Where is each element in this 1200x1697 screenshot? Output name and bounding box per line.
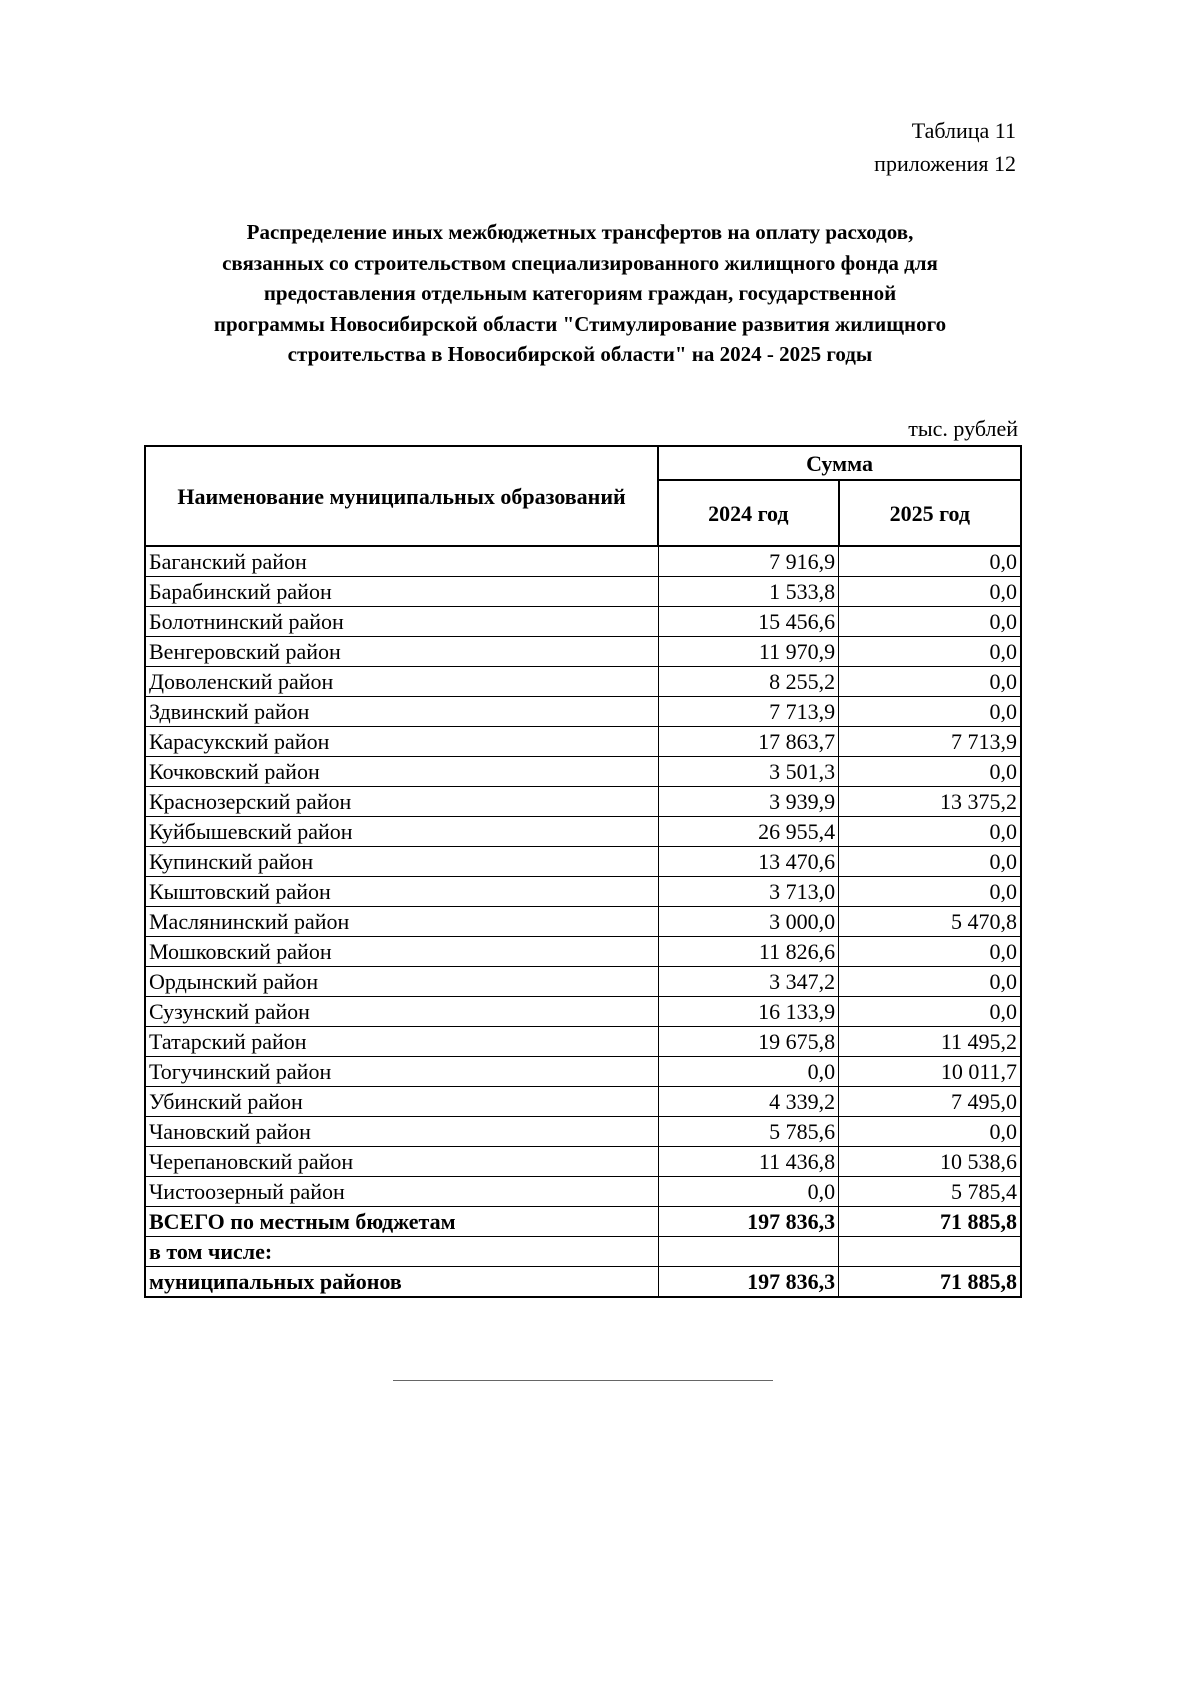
summary-row bbox=[145, 1237, 1021, 1267]
municipality-name: Доволенский район bbox=[145, 667, 658, 697]
municipality-name: Баганский район bbox=[145, 546, 658, 577]
municipality-name: в том числе: bbox=[145, 1237, 658, 1267]
table-row bbox=[145, 847, 1021, 877]
municipality-name: Кочковский район bbox=[145, 757, 658, 787]
table-row bbox=[145, 817, 1021, 847]
municipality-name: Венгеровский район bbox=[145, 637, 658, 667]
municipality-name: Татарский район bbox=[145, 1027, 658, 1057]
table-row bbox=[145, 667, 1021, 697]
amount-2024: 19 675,8 bbox=[658, 1027, 839, 1057]
amount-2025: 0,0 bbox=[839, 757, 1021, 787]
table-row bbox=[145, 1087, 1021, 1117]
amount-2025: 0,0 bbox=[839, 1117, 1021, 1147]
amount-2024: 8 255,2 bbox=[658, 667, 839, 697]
amount-2024: 7 916,9 bbox=[658, 546, 839, 577]
table-row bbox=[145, 1057, 1021, 1087]
table-row bbox=[145, 937, 1021, 967]
table-row bbox=[145, 727, 1021, 757]
amount-2025: 0,0 bbox=[839, 817, 1021, 847]
amount-2025: 0,0 bbox=[839, 637, 1021, 667]
amount-2024: 7 713,9 bbox=[658, 697, 839, 727]
municipality-name: Кыштовский район bbox=[145, 877, 658, 907]
municipality-name: Ордынский район bbox=[145, 967, 658, 997]
amount-2024: 11 970,9 bbox=[658, 637, 839, 667]
municipality-name: Убинский район bbox=[145, 1087, 658, 1117]
table-number: Таблица 11 bbox=[911, 118, 1016, 143]
table-row bbox=[145, 637, 1021, 667]
title-line: Распределение иных межбюджетных трансфертов на оплату расходов, bbox=[246, 220, 914, 244]
municipality-name: ВСЕГО по местным бюджетам bbox=[145, 1207, 658, 1237]
amount-2024: 26 955,4 bbox=[658, 817, 839, 847]
end-rule bbox=[393, 1380, 773, 1381]
title-line: строительства в Новосибирской области" на 2024 - 2025 годы bbox=[287, 342, 873, 366]
amount-2024: 0,0 bbox=[658, 1057, 839, 1087]
transfers-table bbox=[144, 445, 1022, 1298]
municipality-name: Чановский район bbox=[145, 1117, 658, 1147]
table-row bbox=[145, 787, 1021, 817]
amount-2024: 13 470,6 bbox=[658, 847, 839, 877]
amount-2025: 5 785,4 bbox=[839, 1177, 1021, 1207]
amount-2025: 13 375,2 bbox=[839, 787, 1021, 817]
municipality-name: Мошковский район bbox=[145, 937, 658, 967]
amount-2025: 0,0 bbox=[839, 967, 1021, 997]
amount-2025: 71 885,8 bbox=[839, 1207, 1021, 1237]
amount-2024: 197 836,3 bbox=[658, 1207, 839, 1237]
municipality-name: Куйбышевский район bbox=[145, 817, 658, 847]
summary-row bbox=[145, 1207, 1021, 1237]
amount-2024: 0,0 bbox=[658, 1177, 839, 1207]
municipality-name: Купинский район bbox=[145, 847, 658, 877]
amount-2024: 11 436,8 bbox=[658, 1147, 839, 1177]
amount-2024: 17 863,7 bbox=[658, 727, 839, 757]
table-row bbox=[145, 757, 1021, 787]
appendix-number: приложения 12 bbox=[874, 151, 1016, 176]
amount-2025 bbox=[839, 1237, 1021, 1267]
municipality-name: Черепановский район bbox=[145, 1147, 658, 1177]
table-row bbox=[145, 1027, 1021, 1057]
amount-2024: 3 000,0 bbox=[658, 907, 839, 937]
column-header-name: Наименование муниципальных образований bbox=[145, 446, 658, 546]
amount-2025: 0,0 bbox=[839, 546, 1021, 577]
amount-2024: 1 533,8 bbox=[658, 577, 839, 607]
municipality-name: Болотнинский район bbox=[145, 607, 658, 637]
table-row bbox=[145, 1177, 1021, 1207]
amount-2024: 5 785,6 bbox=[658, 1117, 839, 1147]
amount-2025: 0,0 bbox=[839, 697, 1021, 727]
amount-2024: 3 501,3 bbox=[658, 757, 839, 787]
amount-2024: 3 713,0 bbox=[658, 877, 839, 907]
amount-2024: 16 133,9 bbox=[658, 997, 839, 1027]
amount-2024: 4 339,2 bbox=[658, 1087, 839, 1117]
title-line: предоставления отдельным категориям граждан, государственной bbox=[263, 281, 897, 305]
municipality-name: Тогучинский район bbox=[145, 1057, 658, 1087]
amount-2025: 7 495,0 bbox=[839, 1087, 1021, 1117]
table-row bbox=[145, 997, 1021, 1027]
table-row bbox=[145, 967, 1021, 997]
amount-2024 bbox=[658, 1237, 839, 1267]
amount-2025: 0,0 bbox=[839, 667, 1021, 697]
amount-2025: 0,0 bbox=[839, 997, 1021, 1027]
municipality-name: Барабинский район bbox=[145, 577, 658, 607]
table-row bbox=[145, 877, 1021, 907]
amount-2025: 0,0 bbox=[839, 877, 1021, 907]
municipality-name: Маслянинский район bbox=[145, 907, 658, 937]
column-header-2025: 2025 год bbox=[839, 480, 1021, 546]
amount-2024: 3 939,9 bbox=[658, 787, 839, 817]
amount-2024: 197 836,3 bbox=[658, 1267, 839, 1298]
amount-2024: 11 826,6 bbox=[658, 937, 839, 967]
column-header-sum: Сумма bbox=[658, 446, 1021, 480]
units-label: тыс. рублей bbox=[908, 416, 1018, 441]
title-line: программы Новосибирской области "Стимулирование развития жилищного bbox=[213, 311, 947, 336]
title-line: связанных со строительством специализированного жилищного фонда для bbox=[222, 250, 938, 275]
table-row bbox=[145, 1117, 1021, 1147]
municipality-name: Здвинский район bbox=[145, 697, 658, 727]
amount-2025: 5 470,8 bbox=[839, 907, 1021, 937]
amount-2025: 0,0 bbox=[839, 577, 1021, 607]
amount-2025: 7 713,9 bbox=[839, 727, 1021, 757]
municipality-name: Сузунский район bbox=[145, 997, 658, 1027]
amount-2025: 0,0 bbox=[839, 847, 1021, 877]
municipality-name: Карасукский район bbox=[145, 727, 658, 757]
document-title bbox=[140, 217, 1020, 370]
amount-2025: 0,0 bbox=[839, 937, 1021, 967]
table-row bbox=[145, 697, 1021, 727]
table-row bbox=[145, 607, 1021, 637]
amount-2025: 11 495,2 bbox=[839, 1027, 1021, 1057]
amount-2025: 10 538,6 bbox=[839, 1147, 1021, 1177]
table-row bbox=[145, 907, 1021, 937]
column-header-2024: 2024 год bbox=[658, 480, 839, 546]
amount-2024: 15 456,6 bbox=[658, 607, 839, 637]
municipality-name: Краснозерский район bbox=[145, 787, 658, 817]
municipality-name: Чистоозерный район bbox=[145, 1177, 658, 1207]
amount-2025: 71 885,8 bbox=[839, 1267, 1021, 1298]
table-row bbox=[145, 1147, 1021, 1177]
amount-2024: 3 347,2 bbox=[658, 967, 839, 997]
amount-2025: 0,0 bbox=[839, 607, 1021, 637]
table-row bbox=[145, 577, 1021, 607]
table-row bbox=[145, 546, 1021, 577]
municipality-name: муниципальных районов bbox=[145, 1267, 658, 1298]
summary-row bbox=[145, 1267, 1021, 1298]
amount-2025: 10 011,7 bbox=[839, 1057, 1021, 1087]
